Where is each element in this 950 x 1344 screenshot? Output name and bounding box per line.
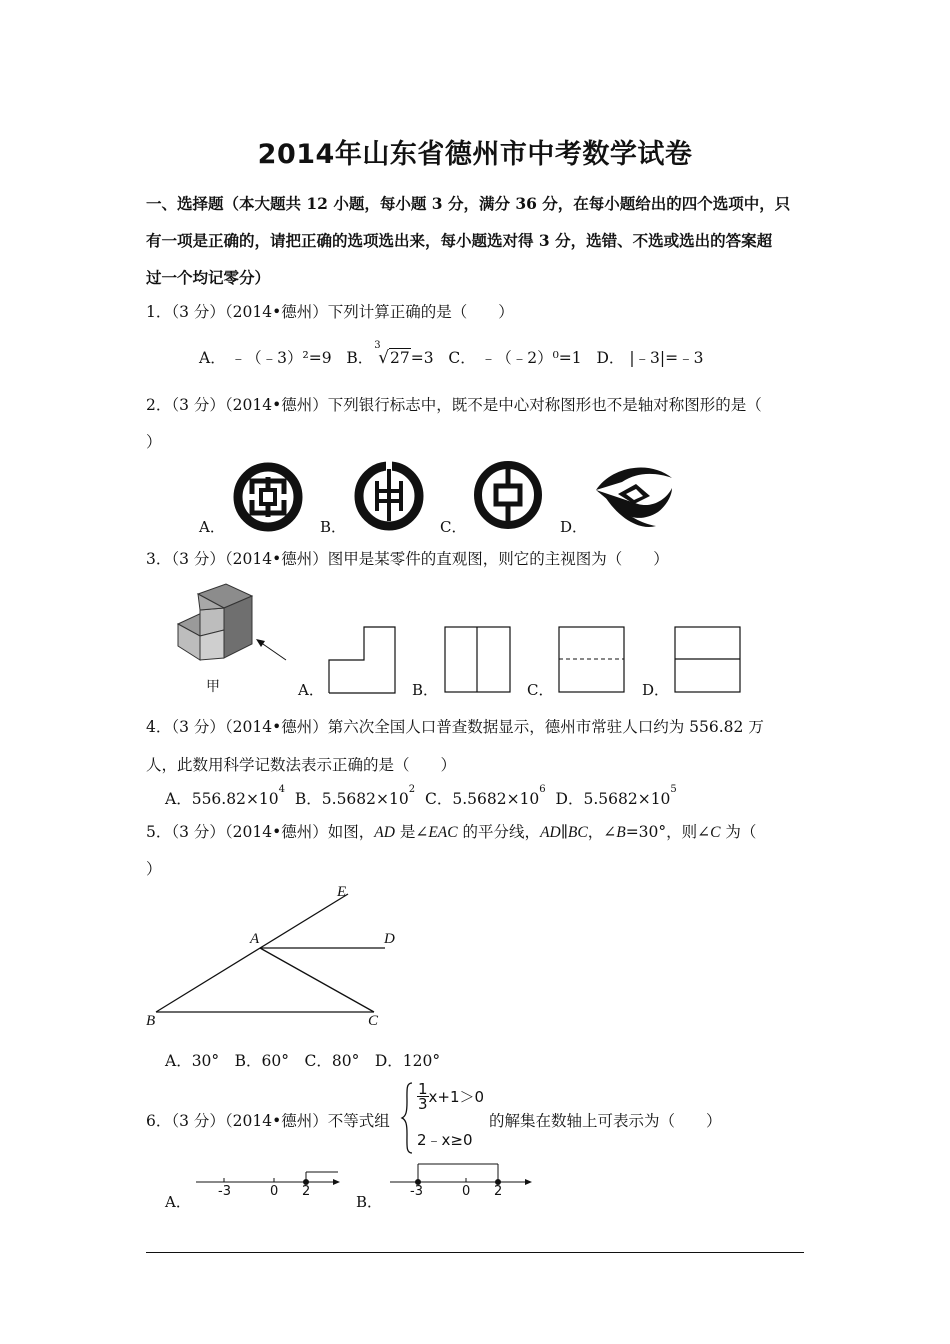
q5-stem-part: 5．（3 分）（2014•德州）如图， <box>146 823 375 841</box>
q5-stem-part: ∥ <box>560 823 568 841</box>
question-6-stem-part2: 的解集在数轴上可表示为（ ） <box>489 1112 722 1130</box>
q1-option-c-label: C． <box>448 349 476 367</box>
part-figure-caption: 甲 <box>206 679 220 695</box>
question-1-options <box>199 340 704 368</box>
question-5-stem-end: ） <box>146 860 162 878</box>
q3-label-b: B． <box>412 681 439 699</box>
line-b-tick-0: 0 <box>462 1184 471 1199</box>
question-4-stem-line2: 人，此数用科学记数法表示正确的是（ ） <box>146 756 457 774</box>
question-1-stem: 1．（3 分）（2014•德州）下列计算正确的是（ ） <box>146 303 514 321</box>
q2-label-c: C． <box>440 518 467 536</box>
radical-index: 3 <box>374 340 381 351</box>
inequality-1 <box>417 1082 484 1111</box>
q5-stem-bc: BC <box>567 824 588 841</box>
radicand: 27 <box>390 349 410 367</box>
question-6-stem-part1: 6．（3 分）（2014•德州）不等式组 <box>146 1112 390 1130</box>
q1-option-a-label: A． <box>199 349 226 367</box>
q2-label-d: D． <box>560 518 588 536</box>
q5-stem-ad: AD <box>540 824 561 841</box>
ineq1-numerator: 1 <box>418 1080 428 1098</box>
q5-stem-part: 为（ <box>720 823 757 841</box>
footer-divider <box>146 1252 804 1253</box>
q4-option-d-exp: 5 <box>670 784 677 795</box>
q4-option-c-label: C． <box>424 790 453 808</box>
section-heading-line1: 一、选择题（本大题共 12 小题，每小题 3 分，满分 36 分，在每小题给出的四个选项中，只 <box>146 194 791 213</box>
ineq1-rest: x+1＞0 <box>428 1088 485 1106</box>
q3-option-c-figure <box>558 626 626 694</box>
q1-option-d-label: D． <box>596 349 625 367</box>
q5-stem-part: ，∠ <box>587 823 617 841</box>
q4-option-b: 5.5682×10 <box>321 790 409 808</box>
q3-option-b-figure <box>444 626 512 694</box>
q5-stem-b: B <box>616 824 626 841</box>
q3-label-c: C． <box>527 681 554 699</box>
section-heading-line2: 有一项是正确的，请把正确的选项选出来，每小题选对得 3 分，选错、不选或选出的答案超 <box>146 231 773 250</box>
line-a-tick-2: 2 <box>302 1184 311 1199</box>
point-a-label: A <box>250 931 260 947</box>
number-line-b <box>386 1160 536 1192</box>
q4-option-a-exp: 4 <box>278 784 286 795</box>
q6-label-b: B． <box>356 1193 383 1211</box>
question-2-stem-end: ） <box>146 433 162 451</box>
q3-option-d-figure <box>674 626 742 694</box>
q5-stem-ad: AD <box>374 824 395 841</box>
q2-label-b: B． <box>320 518 347 536</box>
ineq1-denominator: 3 <box>418 1095 428 1113</box>
q6-label-a: A． <box>165 1193 191 1211</box>
q1-option-b-radical: 3 √27 <box>374 340 410 368</box>
bank-logo-d-icon <box>592 460 676 530</box>
line-a-tick-0: 0 <box>270 1184 279 1199</box>
question-4-stem-line1: 4．（3 分）（2014•德州）第六次全国人口普查数据显示，德州市常驻人口约为 556.82 万 <box>146 718 764 736</box>
inequality-2: 2﹣x≥0 <box>417 1131 473 1149</box>
part-3d-figure <box>168 580 298 690</box>
q1-option-c: ﹣（﹣2）⁰=1 <box>480 349 582 367</box>
q4-option-c-exp: 6 <box>539 784 546 795</box>
question-3-stem: 3．（3 分）（2014•德州）图甲是某零件的直观图，则它的主视图为（ ） <box>146 550 669 568</box>
q1-option-b-label: B． <box>346 349 374 367</box>
q5-stem-c: C <box>710 824 721 841</box>
line-b-tick-neg3: -3 <box>410 1184 423 1199</box>
q4-option-a-label: A． <box>165 790 192 808</box>
q5-stem-part: 是∠ <box>394 823 429 841</box>
line-a-tick-neg3: -3 <box>218 1184 231 1199</box>
question-5-options: A．30° B．60° C．80° D．120° <box>165 1052 441 1070</box>
system-brace <box>401 1082 413 1154</box>
bank-logo-a-icon <box>232 461 304 533</box>
q5-stem-part: 的平分线， <box>457 823 541 841</box>
q1-option-a: ﹣（﹣3）²=9 <box>230 349 332 367</box>
number-line-a <box>192 1166 342 1192</box>
q4-option-c: 5.5682×10 <box>452 790 540 808</box>
point-c-label: C <box>368 1013 379 1029</box>
q4-option-b-label: B． <box>294 790 322 808</box>
q4-option-d-label: D． <box>555 790 584 808</box>
q2-label-a: A． <box>199 518 225 536</box>
q4-option-d: 5.5682×10 <box>583 790 671 808</box>
q4-option-b-exp: 2 <box>408 784 416 795</box>
page-title: 2014年山东省德州市中考数学试卷 <box>257 139 693 170</box>
point-b-label: B <box>146 1013 156 1029</box>
line-b-tick-2: 2 <box>494 1184 503 1199</box>
question-4-options <box>165 784 677 809</box>
bank-logo-b-icon <box>352 459 426 533</box>
q3-option-a-figure <box>328 626 398 694</box>
q3-label-d: D． <box>642 681 670 699</box>
point-d-label: D <box>384 931 395 947</box>
q4-option-a: 556.82×10 <box>191 790 279 808</box>
question-5-stem <box>146 820 756 842</box>
section-heading-line3: 过一个均记零分） <box>146 268 271 287</box>
question-2-stem: 2．（3 分）（2014•德州）下列银行标志中，既不是中心对称图形也不是轴对称图形的是（ <box>146 396 762 414</box>
bank-logo-c-icon <box>472 459 544 531</box>
q3-label-a: A． <box>298 681 324 699</box>
q5-stem-part: =30°，则∠ <box>625 823 711 841</box>
q5-stem-eac: EAC <box>428 824 458 841</box>
q1-option-b-result: =3 <box>410 349 434 367</box>
q1-option-d: |﹣3|=﹣3 <box>629 349 704 367</box>
point-e-label: E <box>337 884 347 900</box>
